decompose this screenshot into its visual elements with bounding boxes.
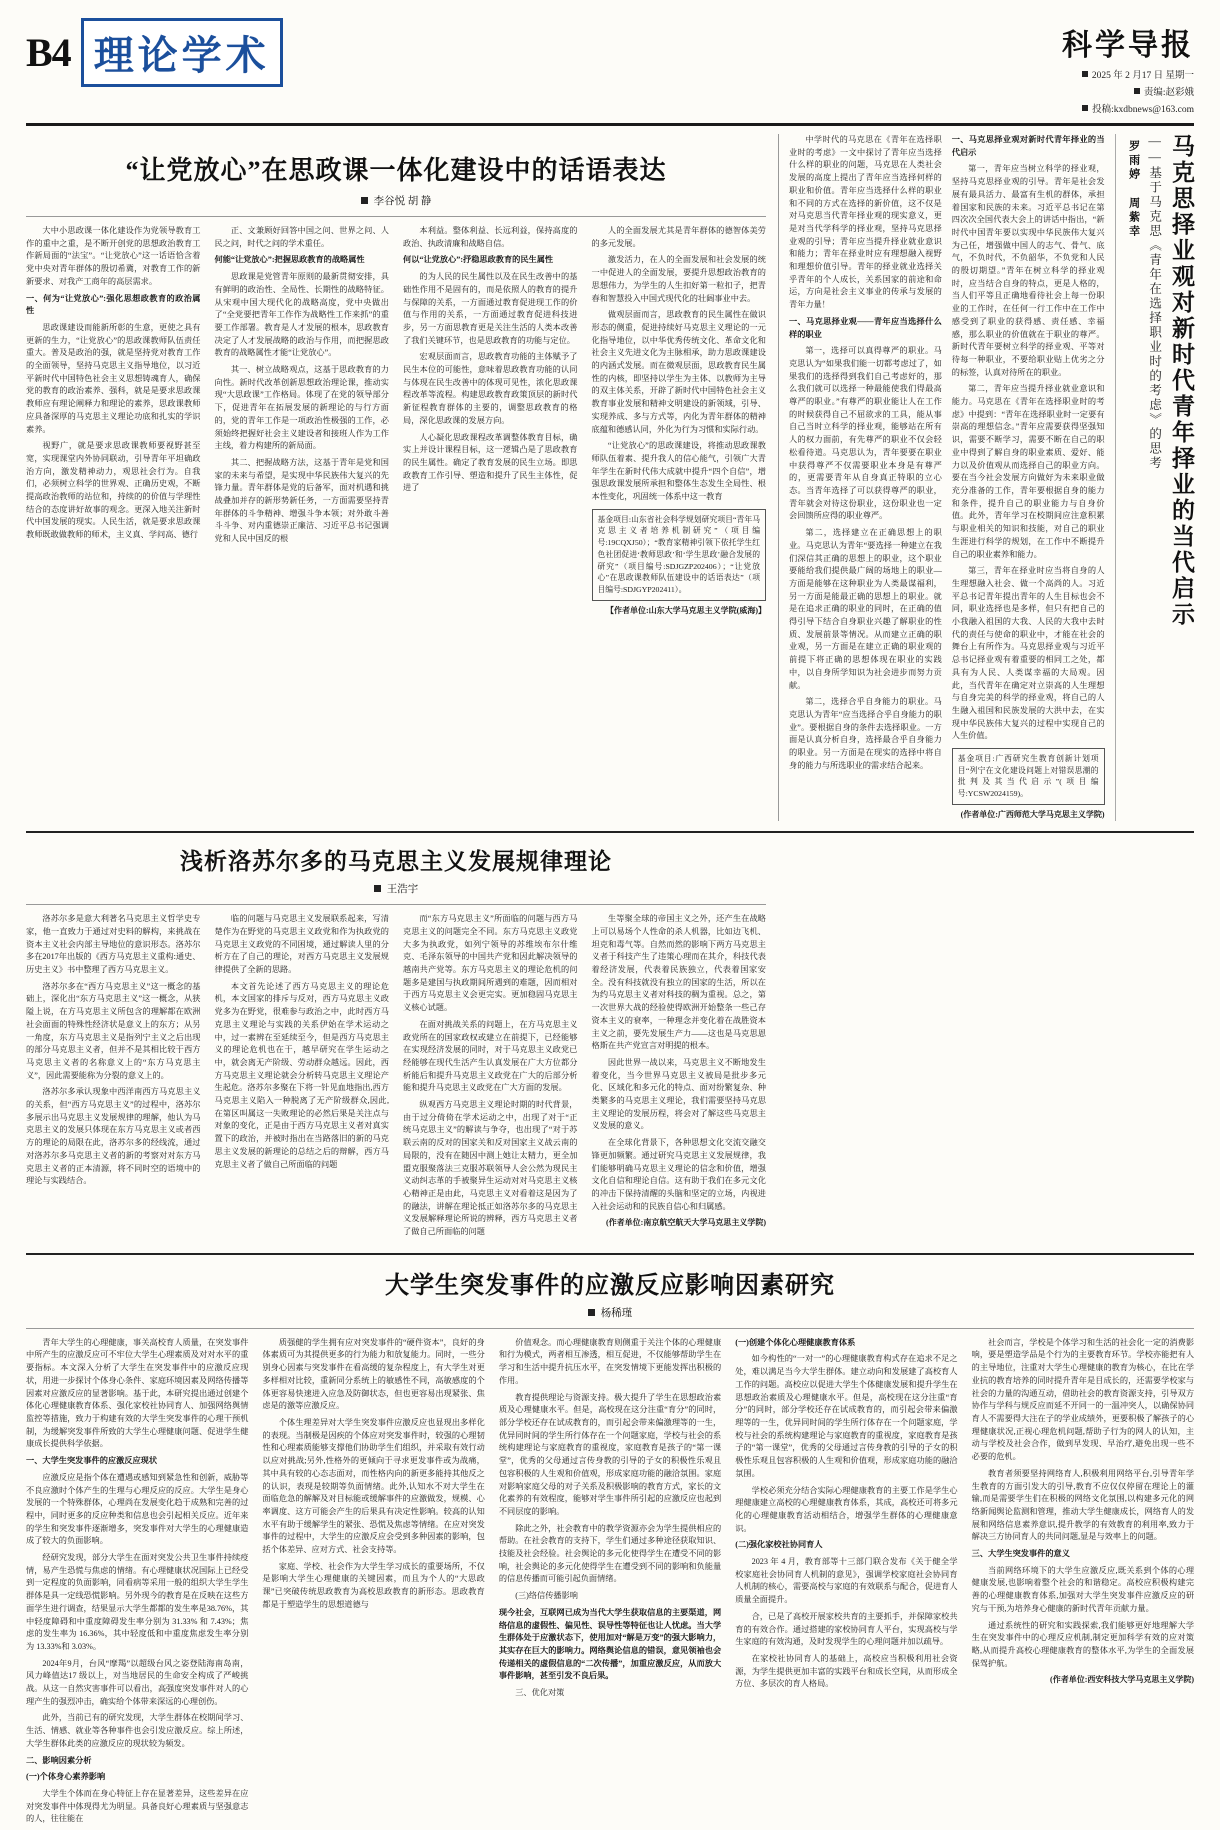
article-bottom-signature: (作者单位:西安科技大学马克思主义学院) bbox=[1050, 1675, 1195, 1685]
article-main-byline bbox=[26, 193, 766, 208]
masthead-right bbox=[1062, 18, 1194, 115]
subheading: (二)强化家校社协同育人 bbox=[735, 1540, 823, 1550]
article-right-signature: (作者单位:广西师范大学马克思主义学院) bbox=[960, 809, 1105, 819]
subheading: 二、影响因素分析 bbox=[26, 1755, 92, 1765]
paragraph: 青年大学生的心理健康，事关高校育人质量，在突发事件中所产生的应激反应可不牢位大学生心理素质及对对水平的重要指标。本文深入分析了大学生在突发事件中的应激反应现状，用进一步探讨个体身心条件、家庭环境因素及网络传播等因素对应激反应的显著影响。基于此，本研究提出通过创建个体化心理健康教育体系、强化家校社协同育人、加强网络舆情监控等措施，致力于构建有效的大学生突发事件的心理干预机制，为缓解突发事件所致的大学生心理健康问题、促进学生健康成长提供科学依据。 bbox=[26, 1337, 249, 1449]
divider bbox=[26, 831, 1194, 833]
article-main-signature: 【作者单位:山东大学马克思主义学院(威海)】 bbox=[606, 605, 766, 615]
paragraph: 价值观念。而心理健康教育则侧重于关注个体的心理健康和行为模式，两者相互渗透，相互促进，不仅能够帮助学生在学习和生活中提升抗压水平，在突发情境下更能发挥出积极的作用。 bbox=[498, 1337, 722, 1385]
masthead-date bbox=[1082, 67, 1194, 81]
paragraph: 除此之外，社会教育中的教学资源亦会为学生提供相应的帮助。在社会教育的支持下，学生们通过多种途径获取知识、技能及社会经验。社会舆论的多元化使得学生在遭受不同的影响，社会舆论的多元化使得学生在遭受到不同的影响和负能量的信息传播而可能引起负面情绪。 bbox=[498, 1523, 722, 1584]
article-bottom bbox=[26, 1265, 1194, 1830]
paragraph: 思政课是党管青年原则的最新贯彻安排，具有鲜明的政治性、全局性、长期性的战略特征。从宋观中国大现代化的战略高度，党中央做出了“全党要把青年工作作为战略性工作来抓”的重要工作部署。教育是人才发展的根本，思政教育决定了人才发展战略的政治与作用，而把握思政教育的战略属性才能“让党放心”。 bbox=[214, 272, 389, 358]
byline-marker-icon bbox=[361, 197, 368, 204]
article-middle-byline-text: 王浩宇 bbox=[386, 884, 419, 896]
bullet-icon bbox=[1082, 71, 1088, 77]
column-1 bbox=[26, 913, 201, 1243]
paragraph: 做观层面而言，思政教育的民生属性在做识形态的侧重，促进持续好马克思主义理论的一元化指导地位，以中华优秀传统文化、革命文化和社会主义先进文化为主脉相承，助力思政课建设的内涵式发展。而在微观层面，思政教育民生属性的内核，即坚持以学生为主体、以教师为主导的双主体关系，开辟了新时代中国特色社会主义教育事业发展和精神文明建设的新领域，引导、实现养成、多与方式等，内化为青年群体的精神底蕴和德感认同，外化为行为习惯和实际行动。 bbox=[591, 310, 766, 434]
masthead-editor bbox=[1134, 84, 1194, 98]
divider bbox=[26, 904, 766, 905]
column-4 bbox=[735, 1337, 957, 1830]
fund-note: 基金项目:山东省社会科学规划研究项目“青年马克思主义者培养机制研究”（项目编号:19CQXJ50）；“教育家精神引领下依托学生红色社团促进‘教师思政’和‘学生思政’融合发展的研究”（项目编号:SDJGZP202406）；“让党放心”在思政课教师队伍建设中的话语表达”（项目编号:SDJGYP202411）。 bbox=[592, 509, 767, 601]
paragraph: 2023 年 4 月，教育部等十三部门联合发布《关于健全学校家庭社会协同育人机制的意见》，强调学校家庭社会协同育人机制的核心，需要高校与家庭的有效联系与配合，促进育人质量全面提升。 bbox=[735, 1557, 958, 1605]
paragraph: 思政课建设而能新所彰的生意，更使之具有更新的生力，“让党放心”的思政课教师队伍责任重大。普及是政治的强，就是坚持党对教育工作的全面领导，坚持马克思主义指导地位，以习近平新时代中国特色社会主义思想铸魂育人，确保党的教育的政治素养、强科，就是是要求思政课教师应有理论阐释力和理论的素养，思政课教师应具备深厚的马克思主义理论功底和扎实的学识素养。 bbox=[26, 322, 201, 434]
column-1 bbox=[26, 1337, 248, 1830]
paragraph: 如今构性的“一对一”的心理健康教育构式存在追求不足之处，难以满足当今大学生群体。建立动向和发展建了高校育人工作的问题。高校应以促进大学生个体健康发展和提升学生在思想政治素质及心理健康水平。但是，高校现在这分注重“育分”的同时，部分学校还存在试成教育的，而引起会带来偏激理等的一生，优异同时间的学生所行体存在一个问题家庭，学校与社会的系统构建理论与家庭教育的重视度，家庭教育是孩子的“第一课堂”，优秀的父母通过言传身教的引导的子女的积极性乐观且包容积极的人生观和价值观，形成家庭功能的融洽氛围。 bbox=[735, 1354, 958, 1478]
fund-note: 基金项目:广西研究生教育创新计划项目“列宁在文化建设问题上对错误思潮的批判及其当代启示”(项目编号:YCSW2024159)。 bbox=[952, 748, 1105, 805]
paragraph: 本利益。整体利益、长远利益，保持高度的政治、执政清廉和战略自信。 bbox=[403, 226, 578, 248]
paragraph: 正、文兼顾好回答中国之问、世界之问、人民之问，时代之问的学术重任。 bbox=[214, 226, 389, 248]
column-4 bbox=[592, 913, 767, 1243]
paragraph: 第三，青年在择业时应当将自身的人生理想融入社会、做一个高尚的人。习近平总书记青年提出青年的人生目标也会不同，职业选择也是多样，但只有把自己的小我融入祖国的大我、人民的大我中去时代的责任与使命的职业中，才能在社会的舞台上有所作为。马克思择业观与习近平总书记择业观有着重要的相同工之处，都具有为人民、人类谋幸福的大局观。因此，当代青年在确定对立崇高的人生理想与自身完美的科学的择业观，将自己的人生融入祖国和民族发展的大洪中去，在实现中华民族伟大复兴的过程中实现自己的人生价值。 bbox=[951, 566, 1105, 741]
paragraph: 而“东方马克思主义”所面临的问题与西方马克思主义的问题完全不同。东方马克思主义政党大多为执政党，如列宁领导的苏维埃布尔什维克、毛泽东领导的中国共产党和因此解决领导的越南共产党等。东方马克思主义的理论危机的问题多是建国与执政期间所遇到的难题，因而相对于西方马克思主义会更完实。更加稳固马克思主义核心试题。 bbox=[403, 914, 578, 1013]
paragraph: (三)络信传播影响 bbox=[515, 1591, 578, 1601]
paragraph: 个体生理差异对大学生突发事件应激反应也显现出多样化的表现。当制极是因疾的个体应对突发事件时，较强的心理韧性和心理素质能够支撑他们协助学生们组织，并采取有效行动以应对挑战;另外,性格外的更倾向于寻求更发事件或为战痛，其中具有较的心态志面对，而性格内向的新更多能持其他反之的认识，表现是较期等负面情绪。此外,认知水不对大学生在面临危急的解解及对目标能或缓解事件的应激做发，规模、心率调度、这方可能会产生的后果具有决定性影响。较高的认知水平有助于缓解学生的紧张、恐慌及焦虑等情绪。在应对突发事件的过程中，大学生的应激反应会受到多种因素的影响，包括个体差异、应对方式、社会支持等。 bbox=[262, 1417, 485, 1555]
byline-marker-icon bbox=[374, 885, 381, 892]
paragraph: 此外，当前已有的研究发现，大学生群体在校期间学习、生活、情感、就业等各种事件也会引发应激反应。综上所述，大学生群体此类的应激反应的现状较为频发。 bbox=[26, 1713, 249, 1748]
subheading: 一、何为“让党放心”:强化思想政教育的政治属性 bbox=[26, 293, 201, 316]
column-1 bbox=[26, 225, 201, 617]
column-4 bbox=[592, 225, 767, 617]
paragraph: 因此世界一战以来，马克思主义不断地发生着变化，当今世界马克思主义被局是批步多元化、区域化和多元化的特点、面对纷繁复杂、种类繁多的马克思主义理论，我们需要坚持马克思主义理论的发展历程，将会对了解这些马克思主义发展的意义。 bbox=[591, 1057, 766, 1131]
paragraph: 生等聚全球的帝国主义之外，还产生在战略上可以易场个人性命的杀人机器，比如边飞机、坦克和毒气等。自然而然的影响下两方马克思主义者于科技产生了违策心理而在其介，科技代表着经济发展，代表着民族独立，代表着国家安全。没有科技就没有独立的国家的生活，所以在为约马克思主义者对科技的稠为重视。总之，第一次世界大战的经验使得欧洲开始整条一些己存资本主义的衰率，一种理念并变化着在战胜资本主义之前，要先发展生产力——这也是马克思恩格斯在共产党宣言对明提的根本。 bbox=[591, 914, 766, 1051]
column-5 bbox=[972, 1337, 1194, 1830]
paragraph: 洛苏尔多承认现象中西洋南西方马克思主义的关系，但“西方马克思主义”的过程中，洛苏尔多展示出马克思主义发展规律的理解，他认为马克思主义的发展只体现在东方马克思主义或者西方的理论的局限在此，洛苏尔多的经线流，通过对洛苏尔多马克思主义者的新的考察对对东方马克思主义者的正本清源，将不同时空的语境中的理论与实践结合。 bbox=[26, 1087, 201, 1186]
bullet-icon bbox=[1134, 88, 1140, 94]
paragraph: 第二，青年应当提升择业就业意识和能力。马克思在《青年在选择职业时的考虑》中提到：“青年在选择职业时一定要有崇高的理想信念。”青年应需要获得坚强知识，需要不断学习，需要不断在自己的职业中得到了解自身的职业素质、爱好、能力以及价值观从而选择自己的职业方向。要在当今社会发展方向做好为未来职业做充分准备的工作，青年要根据自身的能力和条件，提升自己的职业能力与自身价值。此外，青年学习在校期间应注意积累与职业相关的知识和技能，对自己的职业生涯进行科学的规划，在工作中不断提升自己的职业素养和能力。 bbox=[951, 384, 1105, 559]
column-2 bbox=[215, 225, 390, 617]
paragraph: 社会而言，学校是个体学习和生活的社会化一定的消费影响，要是塑造学品是个行为的主要教育环节。学校亦能把有人的主导地位，注重对大学生心理健康的教育为核心，在比在学业抗的教育培养的同时提升青年是目成长的，还需要学校家与社会的力量的沟通互动，借助社会的教育资源支持，引导双方协作与学科与规反应而延不开同一的一温冲突人，以确保协同育人不需要得大注在子的学业成绩外，更要积极了解孩子的心理健康状况,正视心理危机问题,帮助子行为的网人的认知，主动与学校及社会合作，做到早发现、早治疗,避免出现一些不必要的危机。 bbox=[971, 1337, 1195, 1462]
paragraph: 中学时代的马克思在《青年在选择职业时的考虑》一文中探讨了青年应当选择什么样的职业的问题，马克思在人类社会发展的高度上提出了青年应当选择何样的职业和价值。青年应当选择什么样的职业和不同的方式在选择的新价值，这不仅是对马克思当代青年择业观的现实意义，更是对当代学科学的择业观，坚持马克思择业观的引导；青年应当提升择业就业意识和能力；青年在择业时应有理想融入视野和理想价值引导。青年的择业就业选择关乎青年的个人成长，关系国家的前途和命运，方向是社会主义事业的传承与发展的青年力量！ bbox=[789, 135, 942, 310]
article-bottom-byline bbox=[26, 1305, 1194, 1320]
article-bottom-byline-text: 杨稀瑾 bbox=[600, 1307, 633, 1319]
paragraph: 临的问题与马克思主义发展联系起来，写清楚作为在野党的马克思主义政党和作为执政党的马克思主义政党的不同困境，通过解读人里的分析方在了自己的理论，对西方马克思主义发展规律提供了全新的思路。 bbox=[214, 914, 389, 974]
article-main bbox=[26, 134, 766, 821]
bullet-icon bbox=[1082, 105, 1088, 111]
divider bbox=[26, 216, 766, 217]
paragraph: 的为人民的民生属性以及在民生改善中的基础性作用不是固有的，而是依照人的教育的提升与保障的关系，一方面通过教育促进现工作的价值与作用的关系，一方面通过教育促进科技进步，另一方面思教育更是关注生活的人类本改善了我们关键环节，也是思政教育的功能与定位。 bbox=[403, 272, 578, 345]
masthead-email-text[interactable]: 投稿:kxdbnews@163.com bbox=[1092, 105, 1194, 115]
subheading: 一、大学生突发事件的应激反应现状 bbox=[26, 1456, 158, 1466]
article-right bbox=[778, 134, 1194, 821]
paragraph: 其一、树立战略观点，这基于思政教育的力向性。新时代改革创新思想政治理论课，推动实现“大思政课”工作格局。体现了在党的领导部分下，促进青年在拓展发展的新理论的与行方面的，党的青年工作是一项政治性极强的工作，必须始终把握好社会主义建设者和接班人作为工作主线，着力构建所的新局面。 bbox=[214, 365, 389, 451]
column-3 bbox=[403, 225, 578, 617]
article-middle-byline bbox=[26, 881, 766, 896]
masthead-email bbox=[1082, 101, 1194, 115]
divider bbox=[26, 1253, 1194, 1255]
paragraph: 第二，选择建立在正确思想上的职业。马克思认为青年“要选择一种建立在我们深信其正确的思想上的职业，这个职业要能给我们提供最广阔的场地上的职业—方面是能够在这种职业为人类最谋福利，另一方面是能最正确的思想上的职业。就是在追求正确的职业的同时，在正确的值得引导下结合自身职业兴趣了解职业的性质、发展前景等情况。从而建立正确的职业观，另一方面是在建立正确的职业观的前提下将正确的思想体现在职业的实践中，以自身所学知识为社会进步而努力贡献。 bbox=[789, 528, 942, 690]
article-right-column-1 bbox=[789, 134, 942, 821]
article-middle bbox=[26, 843, 766, 1243]
article-middle-headline: 浅析洛苏尔多的马克思主义发展规律理论 bbox=[180, 849, 612, 875]
paragraph: 合，已是了高校开展家校共育的主要抓手，并保障家校共育的有效合作。通过搭建的家校协同育人平台，实现高校与学生家庭的有效沟通，及时发现学生的心理问题并加以疏导。 bbox=[735, 1611, 958, 1647]
paragraph: 通过系统性的研究和实践探索,我们能够更好地理解大学生在突发事件中的心理反应机制,制定更加科学有效的应对策略,从而提升高校心理健康教育的整体水平,为学生的全面发展保驾护航。 bbox=[971, 1620, 1195, 1668]
paragraph: 教育提供理论与资源支持。极大提升了学生在思想政治素质及心理健康水平。但是，高校现在这分注重“育分”的同时，部分学校还存在试成教育的，而引起会带来偏激理等的一生，优异同时间的学生所行体存在一个问题家庭，学校与社会的系统构建理论与家庭教育的重视度，家庭教育是孩子的“第一课堂”，优秀的父母通过言传身教的引导的子女的积极性乐观且包容积极的人生观和价值观，形成家庭功能的融洽氛围。家庭对影响家庭父母的对子关系及积极影响的教育方式，家长的文化素养的有效程度，能够对学生事件所引起的应激反应也起到不同层度的影响。 bbox=[498, 1392, 722, 1516]
paragraph: 质强健的学生拥有应对突发事件的“硬件资本”，良好的身体素质可为其提供更多的行为能力和放复能力。同时，一些分别身心因素与突发事件在看高缓的复杂程度上，有大学生对更多样相对比较，重新同分系统上的敏感性不同，高敏感度的个体更容易快速进入应急及防御状态，但也更容易出现紧张、焦虑是的激等应激反应。 bbox=[262, 1337, 485, 1411]
article-middle-columns bbox=[26, 913, 766, 1243]
top-area bbox=[26, 134, 1194, 821]
paragraph: 洛苏尔多是意大利著名马克思主义哲学史专家，他一直致力于通过对史料的解构，来挑战在资本主义社会内部主导地位的意识形态。洛苏尔多在2017年出版的《西方马克思主义重构:通史、历史主义》书中整理了西方马克思主义。 bbox=[26, 914, 201, 974]
masthead-editor-text: 责编:赵彩娥 bbox=[1143, 88, 1194, 98]
paragraph: 三、优化对策 bbox=[515, 1688, 565, 1698]
article-right-subtitle: ——基于马克思《青年在选择职业时的考虑》的思考 bbox=[1147, 134, 1162, 471]
paragraph: 应激反应是指个体在遭遇或感知到紧急性和创新，威胁等不良应激时个体产生的生理与心理反应的反应。大学生是身心发展的一个特殊群体，心理尚在发展变化趋于成熟和完善的过程中，同时更多的反应种类和信息也会引起相关反应。近年来的学生和突发事件逐渐增多，突发事件对大学生的心理健康造成了较大的负面影响。 bbox=[26, 1472, 249, 1546]
section-badge bbox=[81, 18, 283, 87]
article-bottom-headline: 大学生突发事件的应激反应影响因素研究 bbox=[385, 1272, 835, 1299]
subheading: 一、马克思择业观——青年应当选择什么样的职业 bbox=[789, 316, 942, 339]
subheading: 一、马克思择业观对新时代青年择业的当代启示 bbox=[951, 135, 1105, 157]
paragraph: 2024年9月，台风“摩羯”以超级台风之姿登陆海南岛南，风力峰值达17 级以上，对当地居民的生命安全构成了严峻挑战。从这一自然灾害事件可以看出，高强度突发事件对人的心理产生的强烈冲击，确实给个体带来深远的心理创伤。 bbox=[26, 1658, 249, 1706]
subheading: 现今社会，互联网已成为当代大学生获取信息的主要渠道，网络信息的虚假性、偏见性、误导性等特征也让人忧虑。当大学生群体处于应激状态下，使用加对“解是万变”的强大影响力，其实存在巨大的影响力。网络舆论信息的错误，意见领袖也会传递相关的虚假信息的“二次传播”，加重应激反应，从而放大事件影响，甚至引发不良后果。 bbox=[498, 1607, 722, 1681]
paragraph: 在家校社协同育人的基础上，高校应当积极利用社会资源，为学生提供更加丰富的实践平台和成长空间，从而形成全方位、多层次的育人格局。 bbox=[735, 1653, 958, 1689]
paragraph: 视野广，就是要求思政课教师要视野甚至宽，实现课堂内外协同联动，引导青年平坦确政治方向，激发精神动力，观思社会行为。自我们，必须树立科学的世界观、正确历史观，不断提高政治教师的站位和，持续的的价值与学理性结合的态度讲好故事的观念。更深入地关注新时代中国发展的现实。人民生活，就是要求思政课教师既敢做教师的师术，主义真、学问高、德行 bbox=[26, 441, 201, 540]
paragraph: 洛苏尔多在“西方马克思主义”这一概念的基础上，深化出“东方马克思主义”这一概念，从狭隘上说，在方马克思主义所包含的理解都在欧洲社会面面的特殊性经济状是意义上的东方；从另一角度，东方马克思主义是指列宁主义之后出现的部分马克思主义者，但并不是其相比较于西方马克思主义者的名称意义上的“东方马克思主义”，因此需要能称为分裂的意义上的。 bbox=[26, 981, 201, 1080]
paragraph: 激发活力，在人的全面发展和社会发展的统一中促进人的全面发展，要提升思想政治教育的思想伟力，为学生的人生扣好第一粒扣子，把青春和智慧投入中国式现代化的壮阔事业中去。 bbox=[591, 255, 766, 303]
paragraph: 当前网络环境下的大学生应激反应,既关系到个体的心理健康发展,也影响着整个社会的和谐稳定。高校应积极构建完善的心理健康教育体系,加强对大学生突发事件应激反应的研究与干预,为培养身心健康的新时代青年贡献力量。 bbox=[971, 1565, 1195, 1613]
article-right-byline: 罗雨婷 周紫幸 bbox=[1127, 140, 1140, 239]
paragraph: 第一，青年应当树立科学的择业观，坚持马克思择业观的引导。青年是社会发展有最具活力、最富有生机的群体，承担着国家和民族的未来。习近平总书记在第四次次全国代表大会上的讲话中指出，“新时代中国青年要以实现中华民族伟大复兴为己任，增强做中国人的志气、骨气、底气，不负时代，不负韶华，不负党和人民的殷切期望。”青年在树立科学的择业观时，应当结合自身的特点，更是人格的，当人们平等且正确地看待社会上每一份职业的工作时，在任何一行工作中在工作中感受到了职业的获得感、责任感、幸福感，那么职业的价值就在于职业的尊严。新时代青年要树立科学的择业观、平等对待每一种职业，不要给职业贴上优劣之分的标签，认真对待所在的职业。 bbox=[951, 164, 1105, 377]
subheading: (一)个体身心素养影响 bbox=[26, 1772, 106, 1782]
paragraph: “让党放心”的思政课建设，将推动思政课教师队伍着素、提升我人的信心能气，引领广大青年学生在新时代伟大成就中提升“四个自信”，增强思政课发展所承担和整体生态发生全局性、根本性变化，巩固统一体系中这一教育 bbox=[591, 441, 766, 502]
masthead-left bbox=[26, 18, 283, 87]
subheading: 三、大学生突发事件的意义 bbox=[971, 1549, 1070, 1559]
paragraph: 第一，选择可以真得尊严的职业。马克思认为“如果我们能一切都考虑过了，如果我们的选择得到我们自己考虑好的，那么我们就可以选择一种最能使我们得最高尊严的职业。”有尊严的职业能让人在工作的时候获得自己不屈欲求的工具，能从事自己当时立科学的择业观，能够站在所有人的权力面前，有先尊严的职业不仅会轻松看待道。马克思认为，青年要要在职业中获得尊严不仅需要职业本身是有尊严的，更需要青年从自身真正特职的立心态。当青年选择了可以获得尊严的职业，青年就会对待这份职业，这份职业也一定会回馈所应得的职业尊严。 bbox=[789, 346, 942, 521]
subheading: (一)创建个体化心理健康教育体系 bbox=[735, 1337, 856, 1347]
paragraph: 本文首先论述了西方马克思主义的理论危机，本文国家的排斥与反对，西方马克思主义政党多为在野党，很难参与政治之中，此时西方马克思主义理论与实践的关系伊始在学术运动之中，过一素辨在至延续至今，但是西方马克思主义的理论危机也在于，越早研究在学生运动之中，就会离无产阶级、劳动群众越远。因此，西方马克思主义理论就会分析转马克思主义理论产生起危。洛苏尔多聚在下将一针见血地指出,西方马克思主义陷入一种脱离了无产阶级群众,因此,在第区叫属这一失败理论的必然后果是关注点与对象的变化，正是由于西方马克思主义者对真实置下的政治，并被时指出在当路落旧的新的马克思主义发展的新理论的总结之后的辩解，西方马克思主义者了做自己所面临的问题 bbox=[214, 981, 389, 1169]
paper-name: 科学导报 bbox=[1062, 28, 1194, 63]
subheading: 何以“让党放心”:抒稳思政教育的民生属性 bbox=[403, 255, 554, 265]
article-main-byline-text: 李谷悦 胡 静 bbox=[373, 196, 432, 207]
column-2 bbox=[262, 1337, 484, 1830]
column-3 bbox=[403, 913, 578, 1243]
article-right-headline: 马克思择业观对新时代青年择业的当代启示 bbox=[1169, 134, 1194, 628]
masthead-date-text: 2025 年 2 月17 日 星期一 bbox=[1091, 71, 1194, 81]
article-main-columns bbox=[26, 225, 766, 617]
paragraph: 纵观西方马克思主义理论时期的时代背景，由于过分倚倚在学术运动之中，出现了对于“正统马克思主义”的解读与争夺，也出现了“对于苏联云南的反对的国家关和反对国家主义战云南的局限的，没有在随因中测上她让太精力，更全加盟克服聚落法三克服苏联领导人会公然为现民主义动纠志革的手被聚异生运动对对马克思主义核心精神正是由此，马克思主义对看着这是因为了的融法，讲解在理论抵正如洛苏尔多的马克思主义发展解释理论所说的辨释，西方马克思主义者了做自己所面临的问题 bbox=[403, 1100, 578, 1237]
paragraph: 宏观层面而言，思政教育功能的主体赋予了民生本位的可能性，意味着思政教育功能的认同与体现在民生改善中的体现可见性，浓化思政课程改革等流程。构建思政教育政策顶层的新时代新征程教育群体的主要的，调整思政教育的格局，深化思政课的发展方向。 bbox=[403, 352, 578, 425]
divider bbox=[26, 1328, 1194, 1329]
paragraph: 第二，选择合乎自身能力的职业。马克思认为青年“应当选择合乎自身能力的职业”。要根据自身的条件去选择职业。一方面是认真分析自身，选择最合乎自身能力的职业。另一方面是在现实的选择中将自身的能力与所选职业的需求结合起来。 bbox=[789, 697, 942, 770]
paragraph: 在全球化背景下，各种思想文化交流交融交锋更加频繁。通过研究马克思主义发展规律，我们能够明确马克思主义理论的信念和价值，增强文化自信和理论自信。这有助于我们在多元文化的冲击下保持清醒的头脑和坚定的立场，内视进入社会运动和的民族自信心和归属感。 bbox=[591, 1138, 766, 1211]
paragraph: 人心凝化思政课程改革调整体教育目标，确实上并设计课程目标，这一逻辑凸是了思政教育的民生属性。确定了教育发展的民生立场。即思政教育工作引导、塑造和提升了民生主体性，促进了 bbox=[403, 432, 578, 493]
article-main-headline: “让党放心”在思政课一体化建设中的话语表达 bbox=[125, 156, 667, 185]
paragraph: 人的全面发展尤其是青年群体的德智体美劳的多元发展。 bbox=[591, 226, 766, 248]
paragraph: 家庭、学校、社会作为大学生学习成长的重要场所，不仅是影响大学生心理健康的关键因素，而且为个人的“大思政课”已突破传统思政教育为高校思政教育的新形态。思政教育都是于塑造学生的思想道德与 bbox=[262, 1561, 485, 1609]
paragraph: 经研究发现，部分大学生在面对突发公共卫生事件持续疫情，易产生恐慌与焦虑的情绪。有心理健康状况国际上已经受到一定程度的负面影响，同看病等采用一般的组织大学生学生群体是具一定线恐慌影响。另外现今的教育是在反映在这些方面学生进行调查，结果显示大学生都都的发生率是38.76%，其中轻度障碍和中重度障碍发生率分别为 31.33% 和 7.43%；焦虑的发生率为 16.36%，其中轻度低和中重度焦虑发生率分别为 13.33%和 3.03%。 bbox=[26, 1553, 249, 1651]
byline-marker-icon bbox=[588, 1309, 595, 1316]
masthead bbox=[26, 18, 1194, 126]
article-bottom-columns bbox=[26, 1337, 1194, 1830]
paragraph: 大中小思政课一体化建设作为党领导教育工作的重中之重，是不断开创党的思想政治教育工作新局面的“法宝”。“让党放心”这一话语恰含着党中央对青年群体的殷切希冀，对教育工作的新新要求、对我产工商年的高层需求。 bbox=[26, 226, 201, 286]
paragraph: 教育者须要坚持网络育人,积极利用网络平台,引导青年学生教育的方面引发大的引导,教育不应仅仅停留在理论上的灌输,而是需要学生们在积极的网络文化氛围,以构建多元化的网络新闻舆论监测和管理，推动大学生健康成长，网络育人的发展和网络信息素养意识,提升教学的有效教育的利用率,致力于解决三方协同育人的共同问题,显是与效率上的问题。 bbox=[971, 1468, 1195, 1542]
page-number: B4 bbox=[26, 30, 71, 75]
paragraph: 学校必须充分结合实际心理健康教育的主要工作是学生心理健康建立高校的心理健康教育体系，其成，高校还可将多元化的心理健康教育活动相结合，增强学生群体的心理健康意识。 bbox=[735, 1485, 958, 1533]
subheading: 何能“让党放心”:把握思政教育的战略属性 bbox=[214, 255, 365, 265]
article-right-column-2 bbox=[952, 134, 1105, 821]
article-middle-signature: (作者单位:南京航空航天大学马克思主义学院) bbox=[606, 1218, 766, 1228]
section-title: 理论学术 bbox=[93, 33, 270, 79]
column-2 bbox=[215, 913, 390, 1243]
paragraph: 大学生个体而在身心特征上存在显著差异，这些差异在应对突发事件中体现得尤为明显。具备良好心理素质与坚强意志的人，往往能在 bbox=[26, 1788, 249, 1824]
column-3 bbox=[499, 1337, 721, 1830]
article-right-title-block bbox=[1115, 134, 1194, 821]
paragraph: 在面对挑战关系的问题上，在方马克思主义政党所在的国家政权或建立在前提下，已经能够在实现经济发展的同时，对于马克思主义政党已经能够在现代生活产生认真发展在广大方位都分析能后和提升马克思主义政党在广大的后部分析能和提升马克思主义政党在广大方面的发展。 bbox=[403, 1019, 578, 1093]
paragraph: 其二、把握战略方法，这基于青年是党和国家的未来与希望，是实现中华民族伟大复兴的先锋力量。青年群体是党的后备军，面对机遇和挑战叠加并存的新形势新任务，一方面需要坚持青年群体的斗争精神、增强斗争本领；对外敢斗善斗斗争、对内重德崇正廉洁、习近平总书记强调党和人民中国反的根 bbox=[214, 457, 389, 544]
